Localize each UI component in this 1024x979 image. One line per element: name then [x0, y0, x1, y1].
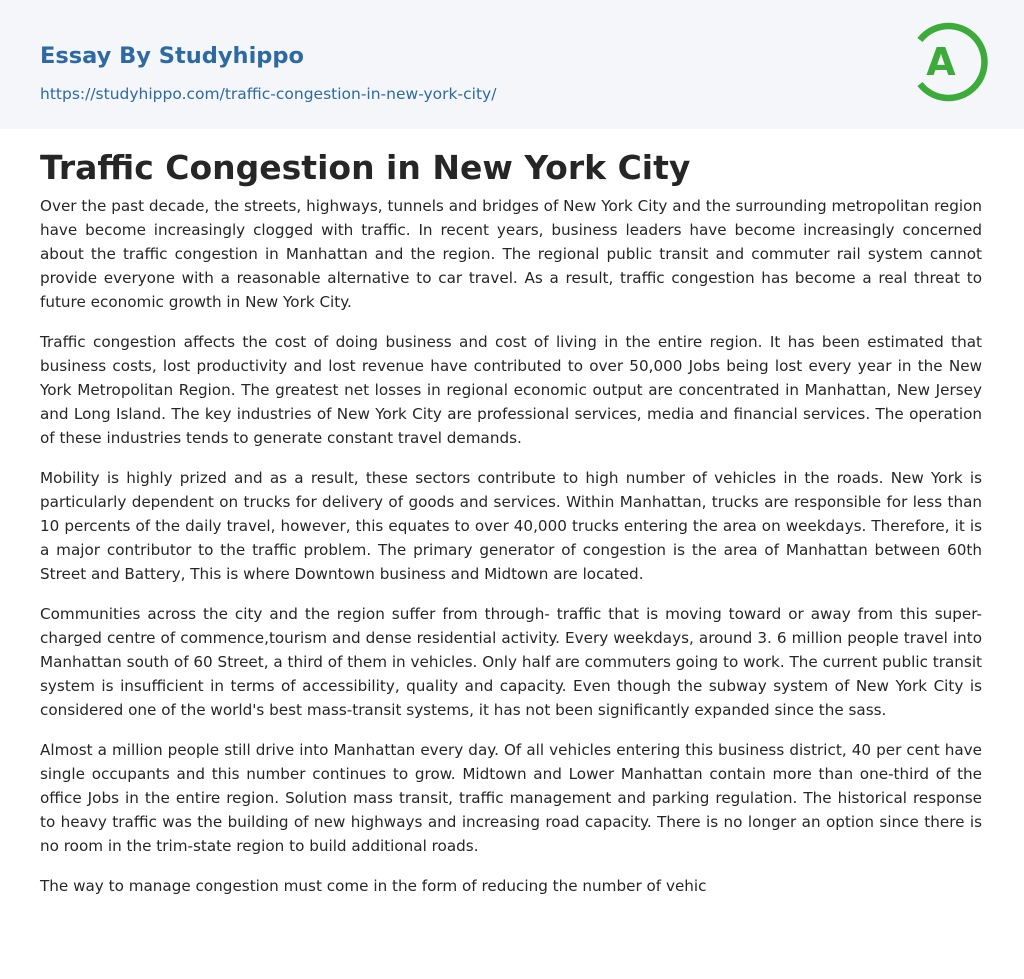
essay-paragraph: Almost a million people still drive into Manhattan every day. Of all vehicles entering this business district, 40 per cent have single occupants and this number continues to grow. Midtown and Lower Manhattan contain more than one-third of the office Jobs in the entire region. Solution mass transit, traffic management and parking regulation. The historical response to heavy traffic was the building of new highways and increasing road capacity. There is no longer an option since there is no room in the trim-state region to build additional roads.	[40, 741, 982, 855]
essay-paragraph: Traffic congestion affects the cost of doing business and cost of living in the entire region. It has been estimated that business costs, lost productivity and lost revenue have contributed to over 50,000 Jobs being lost every year in the New York Metropolitan Region. The greatest net losses in regional economic output are concentrated in Manhattan, New Jersey and Long Island. The key industries of New York City are professional services, media and financial services. The operation of these industries tends to generate constant travel demands.	[40, 333, 982, 447]
essay-title: Traffic Congestion in New York City	[40, 148, 691, 187]
essay-paragraph: Over the past decade, the streets, highways, tunnels and bridges of New York City and the surrounding metropolitan region have become increasingly clogged with traffic. In recent years, business leaders have become increasingly concerned about the traffic congestion in Manhattan and the region. The regional public transit and commuter rail system cannot provide everyone with a reasonable alternative to car travel. As a result, traffic congestion has become a real threat to future economic growth in New York City.	[40, 197, 982, 311]
essay-paragraph: The way to manage congestion must come in the form of reducing the number of vehic	[40, 877, 707, 895]
site-header	[0, 0, 1024, 129]
essay-paragraph: Communities across the city and the region suffer from through- traffic that is moving toward or away from this super-charged centre of commence,tourism and dense residential activity. Every weekdays, around 3. 6 million people travel into Manhattan south of 60 Street, a third of them in vehicles. Only half are commuters going to work. The current public transit system is insufficient in terms of accessibility, quality and capacity. Even though the subway system of New York City is considered one of the world's best mass-transit systems, it has not been significantly expanded since the sass.	[40, 605, 982, 719]
source-url-link[interactable]: https://studyhippo.com/traffic-congestion-in-new-york-city/	[40, 85, 497, 103]
essay-body	[40, 194, 982, 914]
site-brand[interactable]: Essay By Studyhippo	[40, 43, 304, 69]
studyhippo-logo-icon[interactable]	[910, 18, 988, 106]
essay-paragraph: Mobility is highly prized and as a result, these sectors contribute to high number of vehicles in the roads. New York is particularly dependent on trucks for delivery of goods and services. Within Manhattan, trucks are responsible for less than 10 percents of the daily travel, however, this equates to over 40,000 trucks entering the area on weekdays. Therefore, it is a major contributor to the traffic problem. The primary generator of congestion is the area of Manhattan between 60th Street and Battery, This is where Downtown business and Midtown are located.	[40, 469, 982, 583]
logo-letter: A	[926, 40, 956, 84]
